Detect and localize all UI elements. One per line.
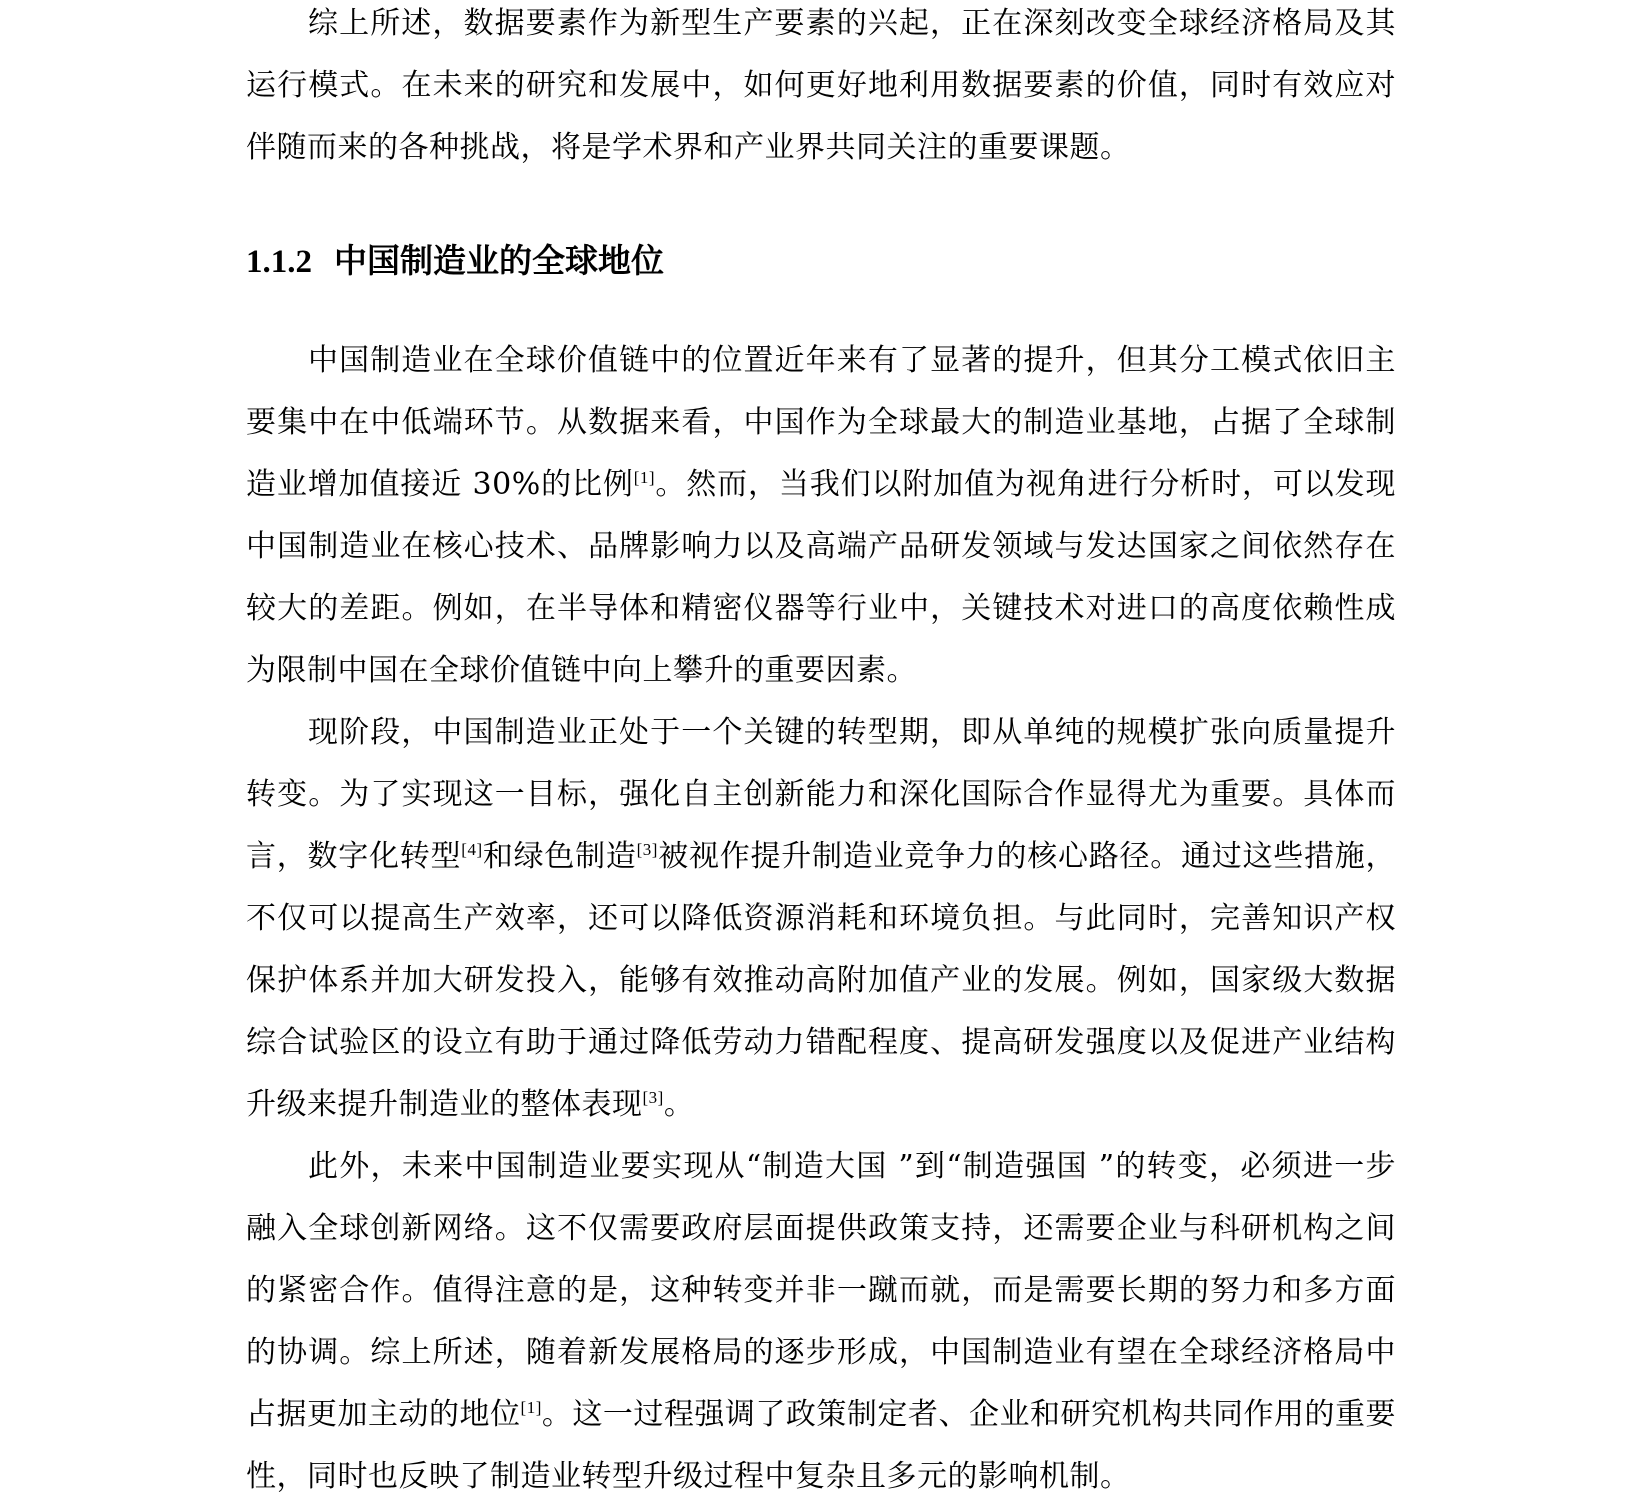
paragraph2-text-a: 现阶段，中国制造业正处于一个关键的转型期，即从单纯的规模扩张向质量提升转变。为了实现这一目标，强化自主创新能力和深化国际合作显得尤为重要。具体而言，数字化转型 [246,715,1396,874]
intro-paragraph-text: 综上所述，数据要素作为新型生产要素的兴起，正在深刻改变全球经济格局及其运行模式。在未来的研究和发展中，如何更好地利用数据要素的价值，同时有效应对伴随而来的各种挑战，将是学术界和产业界共同关注的重要课题。 [246,6,1396,165]
paragraph-future-outlook [246,1136,1396,1508]
section-heading [246,231,1396,292]
citation-ref: [1] [520,1398,542,1417]
document-page [246,0,1396,1508]
citation-ref: [4] [461,840,483,859]
paragraph2-text-d: 。 [663,1087,695,1122]
citation-ref: [1] [633,468,656,487]
paragraph3-text-b: 。这一过程强调了政策制定者、企业和研究机构共同作用的重要性，同时也反映了制造业转型升级过程中复杂且多元的影响机制。 [246,1397,1397,1494]
paragraph-transformation [246,702,1396,1136]
paragraph1-text-b: 。然而，当我们以附加值为视角进行分析时，可以发现中国制造业在核心技术、品牌影响力以及高端产品研发领域与发达国家之间依然存在较大的差距。例如，在半导体和精密仪器等行业中，关键技术对进口的高度依赖性成为限制中国在全球价值链中向上攀升的重要因素。 [246,467,1396,688]
paragraph1-text-a: 中国制造业在全球价值链中的位置近年来有了显著的提升，但其分工模式依旧主要集中在中低端环节。从数据来看，中国作为全球最大的制造业基地，占据了全球制造业增加值接近 30%的比例 [246,343,1396,502]
citation-ref: [3] [642,1088,664,1107]
paragraph3-text-a: 此外，未来中国制造业要实现从“制造大国 ”到“制造强国 ”的转变，必须进一步融入全球创新网络。这不仅需要政府层面提供政策支持，还需要企业与科研机构之间的紧密合作。值得注意的是，这种转变并非一蹴而就，而是需要长期的努力和多方面的协调。综上所述，随着新发展格局的逐步形成，中国制造业有望在全球经济格局中占据更加主动的地位 [246,1149,1396,1432]
paragraph2-text-c: 被视作提升制造业竞争力的核心路径。通过这些措施，不仅可以提高生产效率，还可以降低资源消耗和环境负担。与此同时，完善知识产权保护体系并加大研发投入，能够有效推动高附加值产业的发展。例如，国家级大数据综合试验区的设立有助于通过降低劳动力错配程度、提高研发强度以及促进产业结构升级来提升制造业的整体表现 [246,839,1397,1122]
paragraph-global-value-chain [246,330,1396,702]
paragraph2-text-b: 和绿色制造 [482,839,637,874]
intro-paragraph [246,0,1396,179]
citation-ref: [3] [636,840,658,859]
section-title: 中国制造业的全球地位 [334,241,664,280]
section-number: 1.1.2 [246,244,312,280]
